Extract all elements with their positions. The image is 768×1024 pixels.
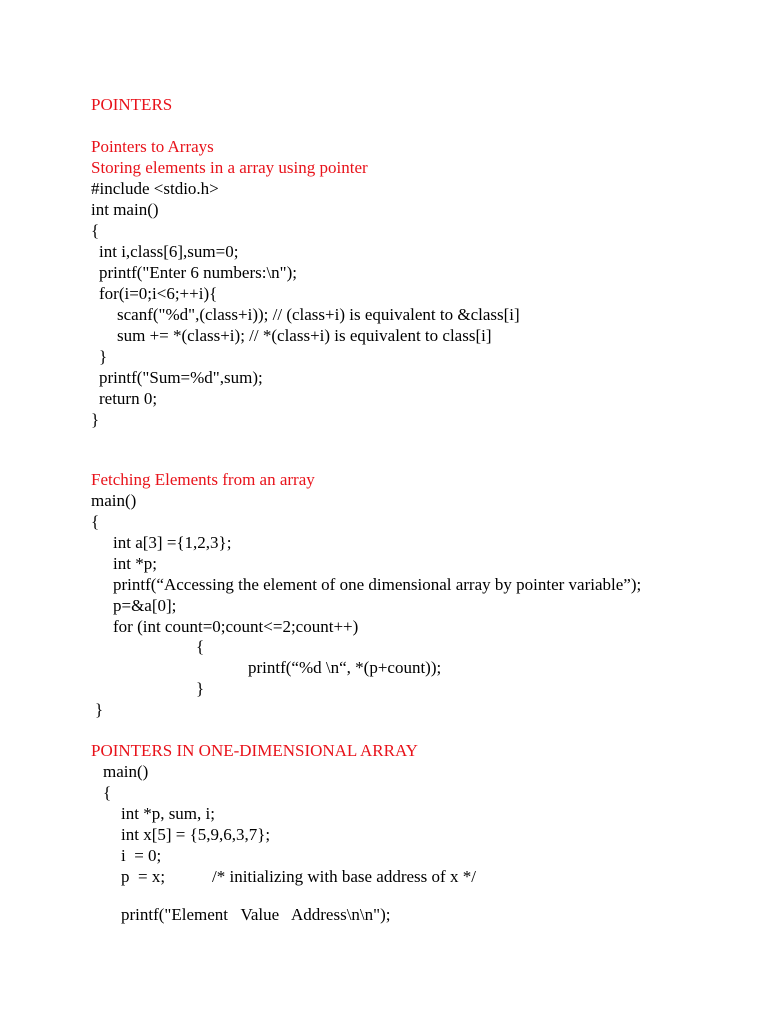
code-line: sum += *(class+i); // *(class+i) is equivalent to class[i] (117, 326, 492, 345)
code-line: for(i=0;i<6;++i){ (99, 284, 218, 303)
code-line: int x[5] = {5,9,6,3,7}; (121, 825, 271, 844)
code-line: scanf("%d",(class+i)); // (class+i) is equivalent to &class[i] (117, 305, 520, 324)
code-line: printf(“%d \n“, *(p+count)); (248, 658, 442, 677)
code-line: } (196, 679, 205, 698)
code-line: for (int count=0;count<=2;count++) (113, 617, 359, 636)
code-line: p = x; (121, 867, 166, 886)
section-heading-fetching-elements: Fetching Elements from an array (91, 470, 315, 489)
code-line: } (95, 700, 104, 719)
section-heading-pointers-to-arrays: Pointers to Arrays (91, 137, 214, 156)
code-line: int i,class[6],sum=0; (99, 242, 239, 261)
code-line: { (103, 783, 112, 802)
doc-title: POINTERS (91, 95, 173, 114)
code-line: } (91, 410, 100, 429)
code-line: } (99, 347, 108, 366)
code-line: int *p, sum, i; (121, 804, 215, 823)
code-line: i = 0; (121, 846, 162, 865)
section-heading-one-dimensional-array: POINTERS IN ONE-DIMENSIONAL ARRAY (91, 741, 418, 760)
code-line: #include <stdio.h> (91, 179, 219, 198)
code-line: printf("Sum=%d",sum); (99, 368, 263, 387)
code-line: { (91, 221, 100, 240)
code-line: main() (103, 762, 149, 781)
code-line: printf("Element Value Address\n\n"); (121, 905, 391, 924)
code-line: int *p; (113, 554, 157, 573)
code-line: return 0; (99, 389, 158, 408)
code-line: { (91, 512, 100, 531)
section-subheading-storing-elements: Storing elements in a array using pointer (91, 158, 368, 177)
code-line: p=&a[0]; (113, 596, 177, 615)
code-line: printf("Enter 6 numbers:\n"); (99, 263, 297, 282)
code-line: int main() (91, 200, 159, 219)
code-line: printf(“Accessing the element of one dimensional array by pointer variable”); (113, 575, 642, 594)
code-line: { (196, 637, 205, 656)
code-line: int a[3] ={1,2,3}; (113, 533, 232, 552)
code-comment: /* initializing with base address of x */ (212, 867, 476, 886)
code-line: main() (91, 491, 137, 510)
